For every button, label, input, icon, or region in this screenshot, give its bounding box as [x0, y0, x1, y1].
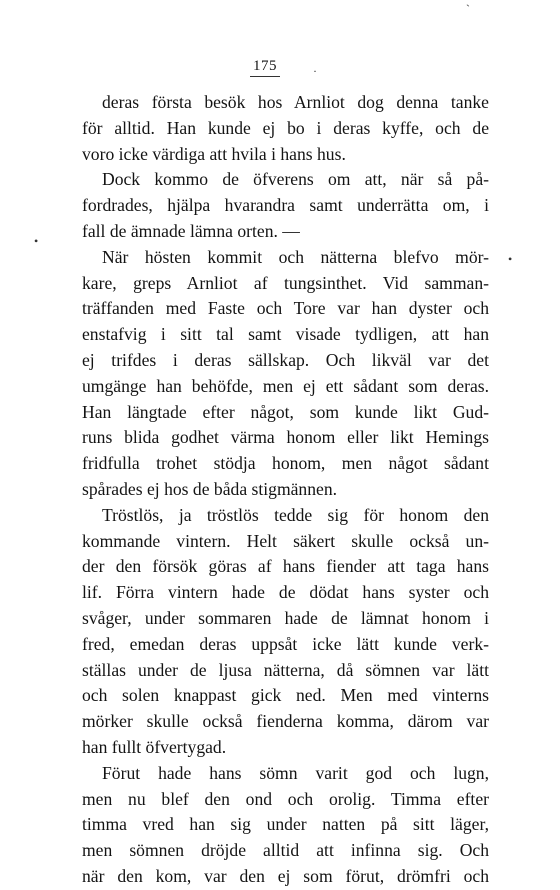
text-line: Förut hade hans sömn varit god och lugn, [102, 762, 489, 783]
text-line: timma vred han sig under natten på sitt läger, [82, 814, 489, 835]
text-line: lif. Förra vintern hade de dödat hans syster och [82, 582, 489, 603]
text-line: umgänge han behöfde, men ej ett sådant som deras. [82, 375, 489, 396]
text-line: enstafvig i sitt tal samt visade tydligen, att han [82, 324, 489, 345]
ink-speck: · [313, 64, 317, 78]
text-line: träffanden med Faste och Tore var han dyster och [82, 298, 489, 319]
text-line: när den kom, var den ej som förut, drömfri och [82, 865, 489, 886]
text-line: men sömnen dröjde alltid att infinna sig. Och [82, 840, 489, 861]
text-line: deras första besök hos Arnliot dog denna tanke [102, 92, 489, 112]
text-line: mörker skulle också fienderna komma, därom var [82, 711, 489, 732]
paragraph [82, 245, 489, 503]
paragraph [82, 90, 489, 167]
text-line: fordrades, hjälpa hvarandra samt underrätta om, i [82, 195, 489, 216]
text-line: fall de ämnade lämna orten. — [82, 220, 300, 241]
text-line: der den försök göras af hans fiender att taga hans [82, 556, 489, 577]
text-line: kommande vintern. Helt säkert skulle också un- [82, 530, 489, 551]
text-line: När hösten kommit och nätterna blefvo mör- [102, 246, 489, 267]
text-line: ställas under de ljusa nätterna, då sömnen var lätt [82, 659, 489, 680]
text-line: runs blida godhet värma honom eller likt Hemings [82, 427, 489, 448]
text-line: fridfulla trohet stödja honom, men något sådant [82, 453, 489, 474]
paragraph [82, 503, 489, 761]
text-line: spårades ej hos de båda stigmännen. [82, 478, 338, 499]
text-line: Dock kommo de öfverens om att, när så på- [102, 169, 489, 190]
paragraph [82, 761, 489, 890]
ink-speck: • [508, 252, 513, 266]
text-line: han fullt öfvertygad. [82, 736, 227, 757]
text-line: och solen knappast gick ned. Men med vinterns [82, 685, 489, 706]
ink-speck: • [34, 234, 39, 248]
text-line: för alltid. Han kunde ej bo i deras kyffe, och de [82, 117, 489, 138]
text-line: kare, greps Arnliot af tungsinthet. Vid samman- [82, 272, 489, 293]
text-line: svåger, under sommaren hade de lämnat honom i [82, 607, 489, 628]
ink-speck: ˋ [466, 2, 470, 16]
text-line: Han längtade efter något, som kunde likt Gud- [82, 401, 489, 422]
page-number: 175 [250, 58, 280, 77]
text-line: Tröstlös, ja tröstlös tedde sig för honom den [102, 504, 489, 525]
text-line: fred, emedan deras uppsåt icke lätt kunde verk- [82, 633, 489, 654]
text-line: ej trifdes i deras sällskap. Och likväl var det [82, 349, 489, 370]
text-line: voro icke värdiga att hvila i hans hus. [82, 143, 346, 164]
paragraph [82, 167, 489, 244]
text-line: men nu blef den ond och orolig. Timma efter [82, 788, 489, 809]
body-text [82, 90, 489, 890]
